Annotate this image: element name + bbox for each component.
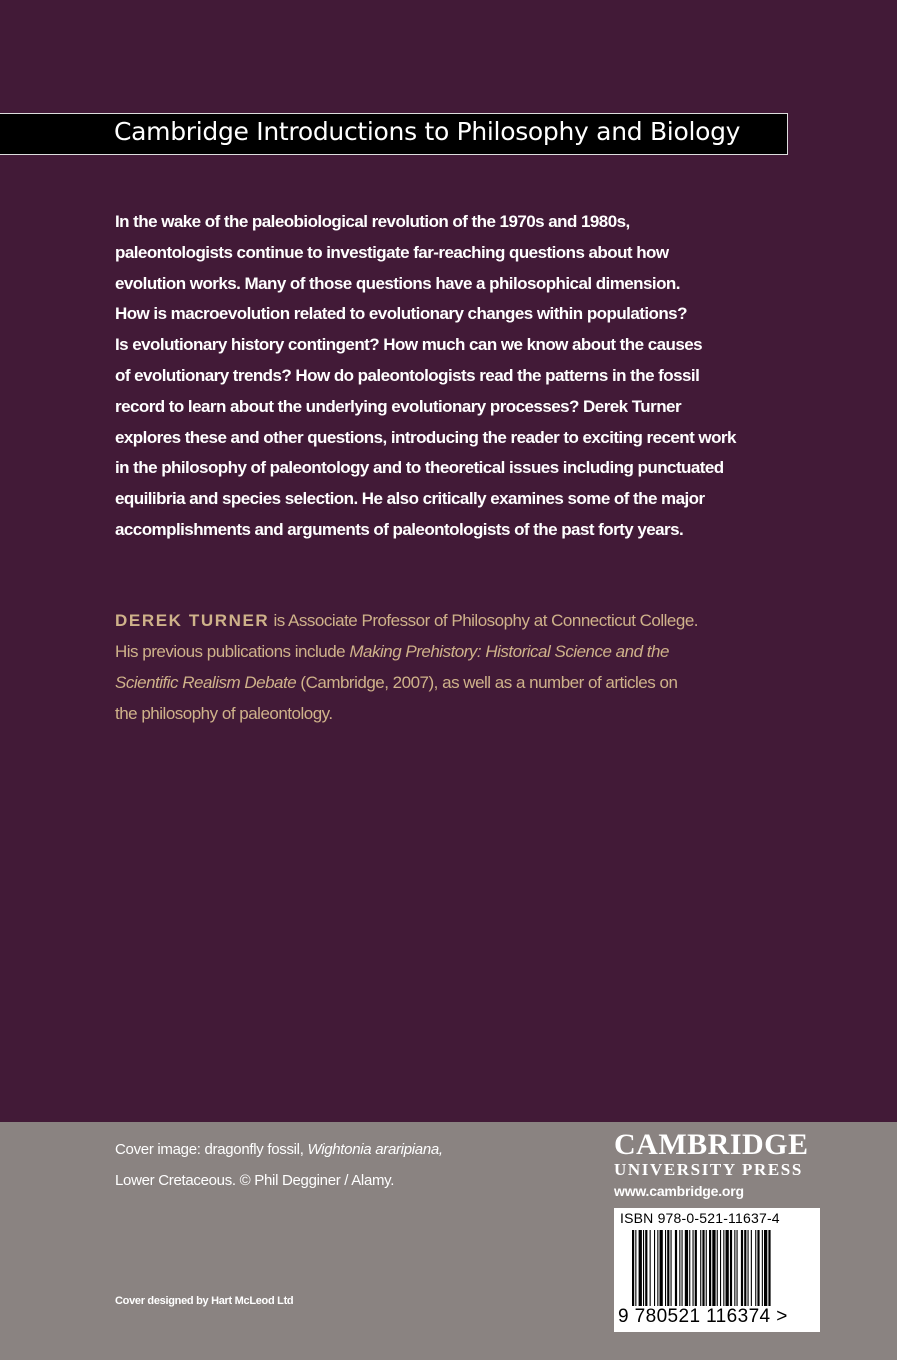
barcode-stripe xyxy=(720,1230,721,1306)
barcode-stripe xyxy=(689,1230,690,1306)
barcode-stripe xyxy=(706,1230,707,1306)
barcode-stripe xyxy=(693,1230,694,1306)
cover-footer xyxy=(0,1122,897,1360)
publisher-url: www.cambridge.org xyxy=(614,1183,744,1199)
barcode-stripe xyxy=(643,1230,644,1306)
blurb-line: Is evolutionary history contingent? How much can we know about the causes xyxy=(115,335,703,355)
barcode-stripe xyxy=(682,1230,683,1306)
book-title: Scientific Realism Debate xyxy=(115,673,297,692)
barcode-stripe xyxy=(757,1230,759,1306)
barcode-stripe xyxy=(748,1230,749,1306)
barcode-stripe xyxy=(665,1230,666,1306)
barcode-stripe xyxy=(700,1230,701,1306)
barcode-stripe xyxy=(657,1230,658,1306)
cover-designer-credit: Cover designed by Hart McLeod Ltd xyxy=(115,1295,294,1307)
cover-image-credit xyxy=(115,1134,443,1196)
barcode-stripe xyxy=(751,1230,752,1306)
blurb-line: record to learn about the underlying evolutionary processes? Derek Turner xyxy=(115,396,682,416)
barcode-stripe xyxy=(632,1230,634,1306)
barcode-stripe xyxy=(726,1230,729,1306)
species-name: Wightonia araripiana, xyxy=(307,1141,443,1158)
blurb-line: equilibria and species selection. He also critically examines some of the major xyxy=(115,489,705,509)
credit-text: Cover image: dragonfly fossil, xyxy=(115,1141,308,1158)
publisher-name: CAMBRIDGE xyxy=(614,1128,809,1161)
blurb-line: How is macroevolution related to evolutionary changes within populations? xyxy=(115,304,687,324)
series-banner xyxy=(0,113,788,155)
author-bio-text: is Associate Professor of Philosophy at Connecticut College. xyxy=(269,611,699,630)
blurb-line: explores these and other questions, introducing the reader to exciting recent work xyxy=(115,427,736,447)
publisher-subname: UNIVERSITY PRESS xyxy=(614,1160,803,1179)
barcode-stripe xyxy=(744,1230,746,1306)
barcode-stripe xyxy=(650,1230,651,1306)
author-bio xyxy=(115,605,795,729)
author-name: DEREK TURNER xyxy=(115,611,270,630)
credit-text: Lower Cretaceous. © Phil Degginer / Alamy. xyxy=(115,1172,395,1189)
blurb-line: accomplishments and arguments of paleontologists of the past forty years. xyxy=(115,519,684,539)
barcode-stripe xyxy=(717,1230,718,1306)
barcode-stripe xyxy=(685,1230,688,1306)
barcode-stripe xyxy=(635,1230,636,1306)
barcode-stripe xyxy=(667,1230,669,1306)
isbn-barcode xyxy=(614,1208,820,1332)
author-bio-text: the philosophy of paleontology. xyxy=(115,704,333,723)
barcode-stripe xyxy=(679,1230,680,1306)
barcode-stripe xyxy=(639,1230,642,1306)
barcode-bars xyxy=(614,1230,820,1306)
barcode-stripe xyxy=(741,1230,743,1306)
isbn-label: ISBN 978-0-521-11637-4 xyxy=(620,1210,780,1226)
barcode-stripe xyxy=(702,1230,704,1306)
barcode-stripe xyxy=(671,1230,672,1306)
blurb-line: in the philosophy of paleontology and to theoretical issues including punctuated xyxy=(115,458,724,478)
barcode-stripe xyxy=(762,1230,763,1306)
barcode-stripe xyxy=(654,1230,655,1306)
barcode-stripe xyxy=(768,1230,770,1306)
barcode-stripe xyxy=(712,1230,715,1306)
barcode-stripe xyxy=(734,1230,735,1306)
barcode-stripe xyxy=(764,1230,767,1306)
barcode-stripe xyxy=(675,1230,677,1306)
publisher-logo xyxy=(614,1130,824,1199)
book-blurb xyxy=(115,207,805,546)
author-bio-text: (Cambridge, 2007), as well as a number of articles on xyxy=(296,673,678,692)
barcode-stripe xyxy=(723,1230,724,1306)
author-bio-text: His previous publications include xyxy=(115,642,350,661)
blurb-line: In the wake of the paleobiological revolution of the 1970s and 1980s, xyxy=(115,212,630,231)
barcode-stripe xyxy=(737,1230,738,1306)
barcode-stripe xyxy=(709,1230,711,1306)
barcode-stripe xyxy=(660,1230,663,1306)
blurb-line: evolution works. Many of those questions have a philosophical dimension. xyxy=(115,273,680,293)
series-title: Cambridge Introductions to Philosophy and Biology xyxy=(114,117,741,146)
barcode-stripe xyxy=(695,1230,697,1306)
blurb-line: paleontologists continue to investigate far-reaching questions about how xyxy=(115,242,669,262)
barcode-stripe xyxy=(730,1230,732,1306)
blurb-line: of evolutionary trends? How do paleontologists read the patterns in the fossil xyxy=(115,365,700,385)
book-title: Making Prehistory: Historical Science and the xyxy=(349,642,669,661)
barcode-stripe xyxy=(755,1230,756,1306)
barcode-stripe xyxy=(645,1230,647,1306)
barcode-digits: 9 780521 116374 > xyxy=(618,1306,788,1327)
